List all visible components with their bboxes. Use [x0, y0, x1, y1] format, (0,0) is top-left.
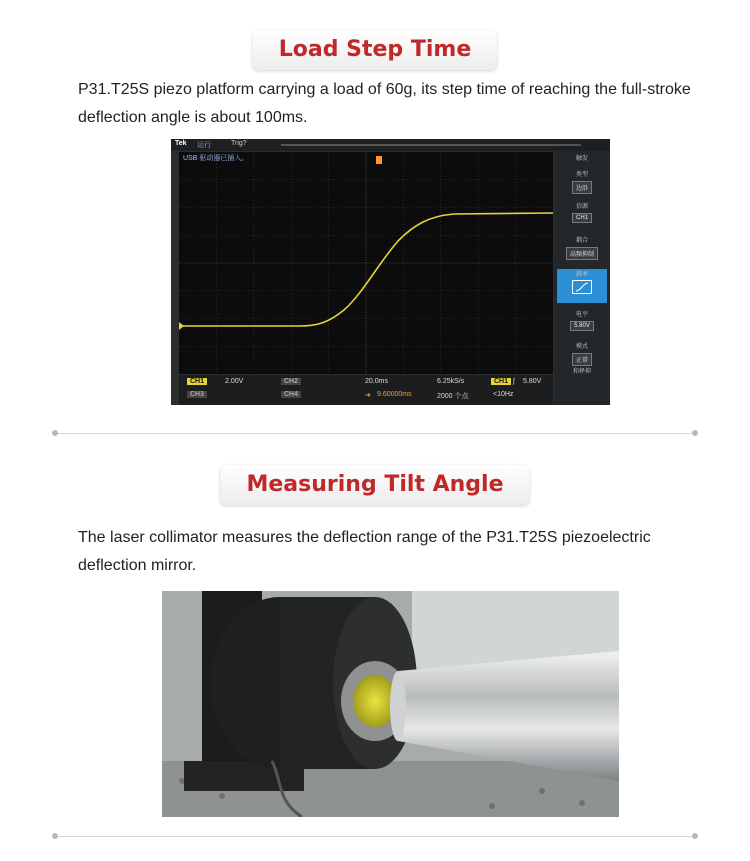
sample-rate: 6.25kS/s	[437, 378, 465, 385]
section-text-load-step-time: P31.T25S piezo platform carrying a load of 60g, its step time of reaching the full-stroke deflection angle is about 100ms.	[78, 81, 691, 126]
side-menu-trigger: 触发	[575, 156, 588, 162]
section-divider	[55, 836, 695, 837]
usb-message: USB 驱动器已插入。	[183, 155, 249, 162]
section-title-load-step-time: Load Step Time	[253, 30, 497, 70]
trigger-offset-arrow: ➜	[365, 392, 371, 399]
scope-waveform	[179, 152, 553, 374]
ch1-badge: CH1	[187, 378, 207, 385]
scope-trig-label: Trig?	[231, 140, 247, 147]
ch1-ground-marker	[179, 322, 184, 330]
side-menu-coupling: 耦合 高频抑制	[557, 235, 607, 260]
side-menu-mode: 模式 正常 和释抑	[572, 344, 591, 375]
scope-run-state: 运行	[197, 142, 211, 149]
section-title-measuring-tilt-angle: Measuring Tilt Angle	[220, 465, 529, 505]
side-menu-level: 电平 5.80V	[557, 309, 607, 331]
section-divider	[55, 433, 695, 434]
rising-slope-icon	[572, 280, 592, 294]
laser-collimator-illustration	[162, 591, 619, 817]
oscilloscope-screenshot	[171, 139, 610, 405]
section-text-measuring-tilt-angle: The laser collimator measures the deflection range of the P31.T25S piezoelectric deflection mirror.	[78, 529, 651, 574]
trigger-position-marker	[376, 156, 382, 164]
ch3-badge: CH3	[187, 391, 207, 398]
ch4-badge: CH4	[281, 391, 301, 398]
trigger-slope-icon: ∫	[513, 378, 515, 385]
record-length: 2000 个点	[437, 393, 469, 400]
ch1-volts: 2.00V	[225, 378, 244, 385]
ch2-badge: CH2	[281, 378, 301, 385]
side-menu-slope: 斜率	[557, 269, 607, 303]
scope-readout-bar	[179, 375, 553, 405]
bandwidth: <10Hz	[493, 391, 514, 398]
scope-status-bar	[171, 139, 610, 151]
scope-record-bar	[281, 144, 581, 146]
scope-side-menu	[554, 151, 610, 405]
trigger-offset: 9.60000ms	[377, 391, 412, 398]
trigger-source: CH1	[491, 378, 511, 385]
side-menu-source: 信源 CH1	[557, 201, 607, 223]
timebase: 20.0ms	[365, 378, 388, 385]
side-menu-type: 类型 边沿	[557, 169, 607, 194]
laser-collimator-photo	[162, 591, 619, 817]
trigger-level: 5.80V	[523, 378, 542, 385]
scope-brand: Tek	[175, 140, 187, 147]
